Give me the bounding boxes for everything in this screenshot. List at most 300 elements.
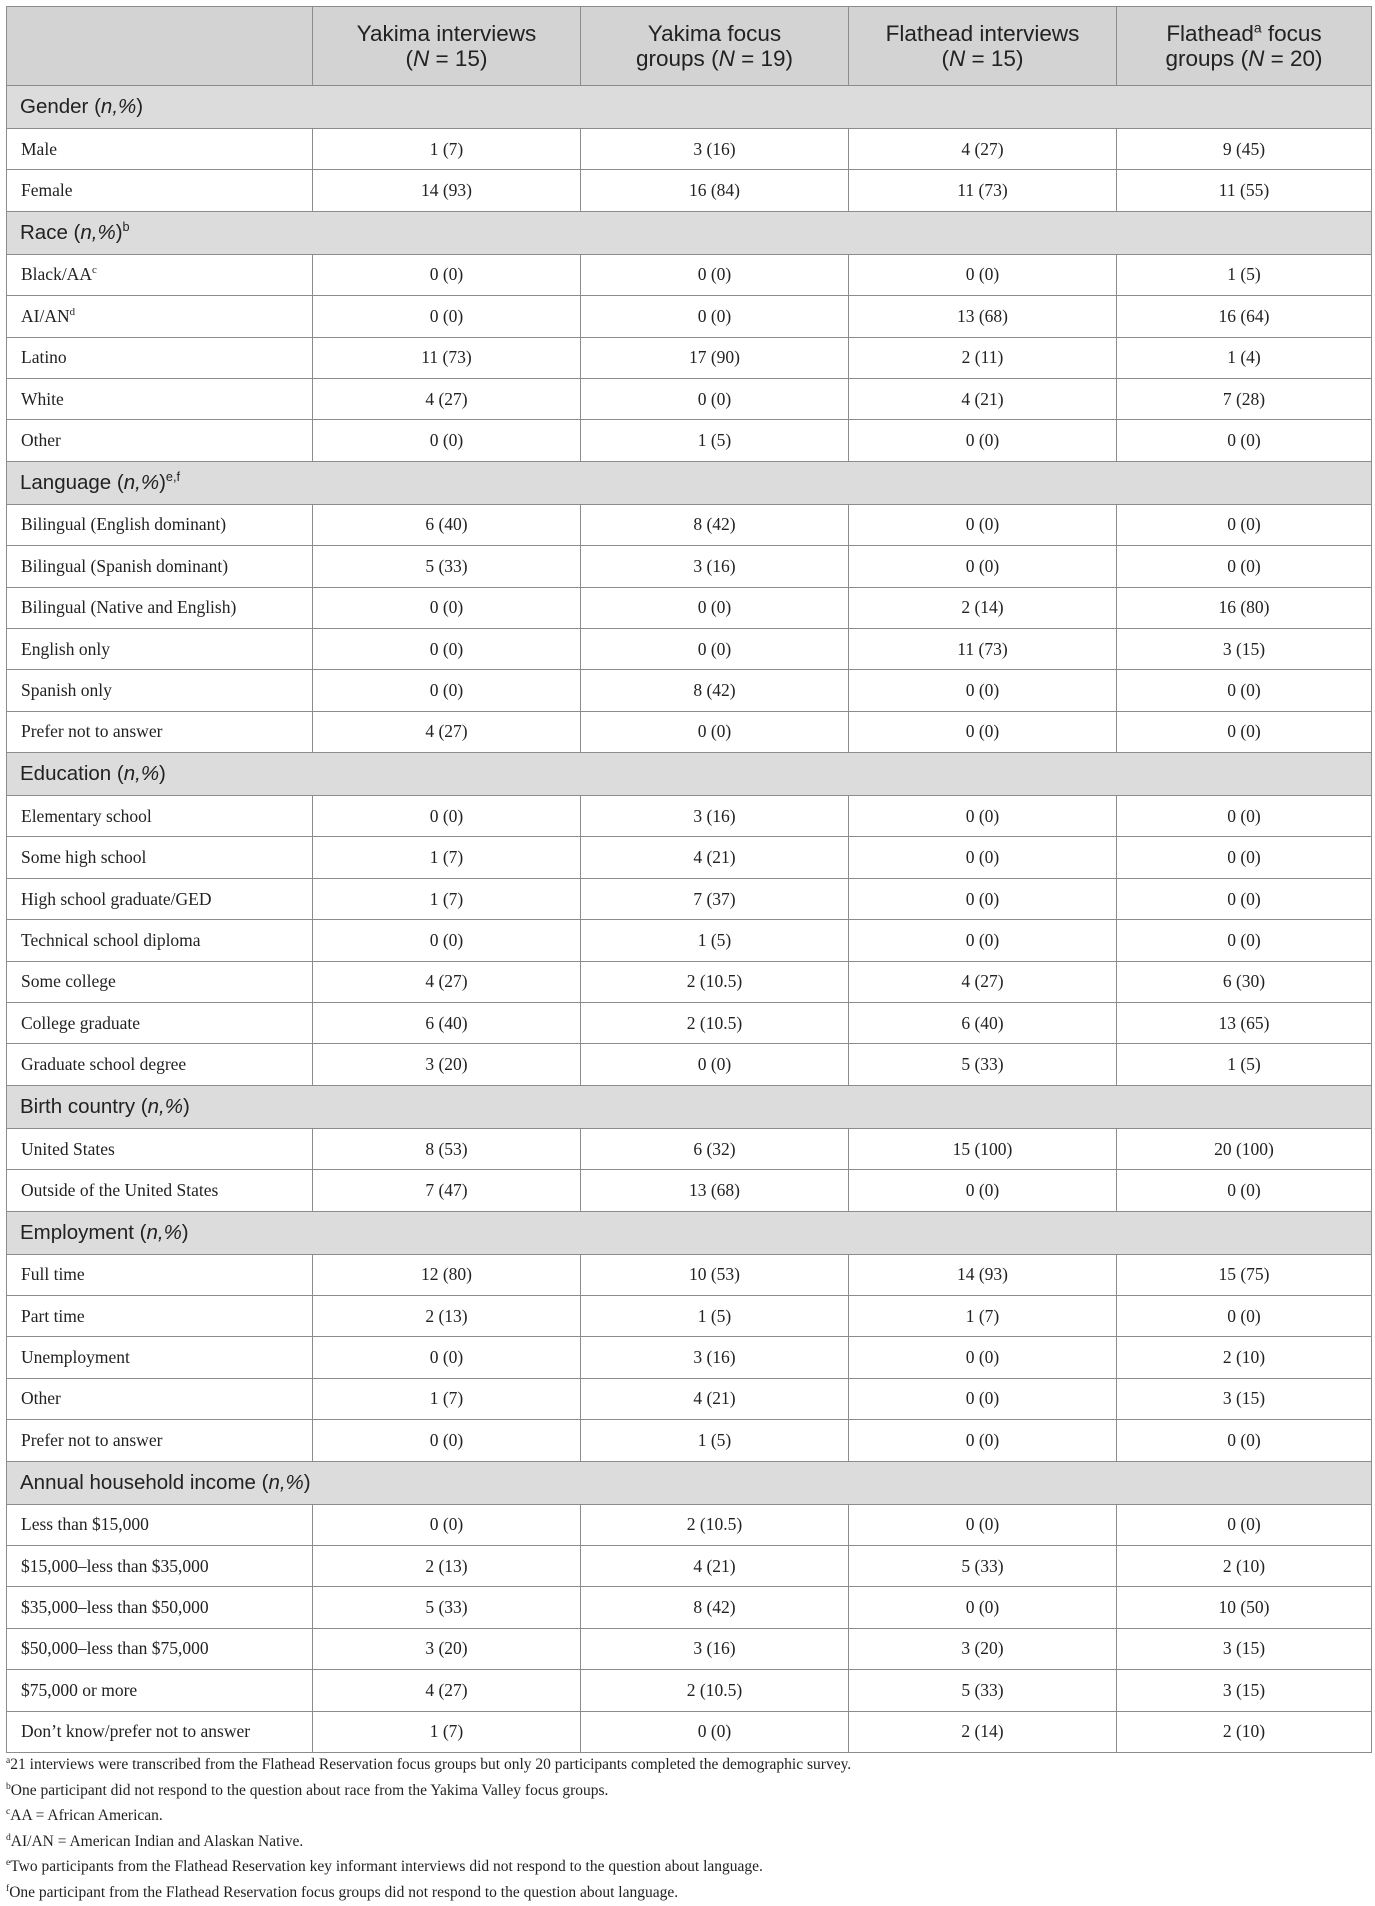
footnote-mark: a (6, 1754, 11, 1766)
table-row (7, 628, 1372, 669)
row-label: Unemployment (21, 1347, 130, 1368)
value-cell: 16 (80) (1117, 587, 1372, 628)
row-label: United States (21, 1138, 115, 1159)
row-label: Male (21, 138, 57, 159)
table-row (7, 1670, 1372, 1711)
value-cell: 16 (84) (581, 170, 849, 211)
table-header (7, 7, 1372, 86)
section-unit: n,% (268, 1470, 304, 1494)
value-cell: 0 (0) (849, 1170, 1117, 1211)
table-row (7, 1044, 1372, 1085)
value-cell: 5 (33) (849, 1670, 1117, 1711)
value-cell: 1 (7) (313, 1711, 581, 1752)
row-label-cell (7, 546, 313, 587)
value-cell: 3 (20) (313, 1628, 581, 1669)
header-n: N (949, 46, 966, 71)
header-line1: Yakima focus (647, 21, 782, 46)
value-cell: 4 (21) (581, 1378, 849, 1419)
row-label: Part time (21, 1305, 85, 1326)
footnote-text: AA = African American. (10, 1807, 163, 1825)
demographics-table (6, 6, 1372, 1753)
value-cell: 0 (0) (849, 546, 1117, 587)
header-line2-pre: ( (405, 46, 414, 71)
row-label-cell (7, 711, 313, 752)
value-cell: 0 (0) (849, 504, 1117, 545)
row-label: Female (21, 180, 73, 201)
value-cell: 4 (21) (849, 378, 1117, 419)
row-label: $75,000 or more (21, 1679, 138, 1700)
row-label: College graduate (21, 1012, 141, 1033)
value-cell: 0 (0) (581, 296, 849, 337)
value-cell: 2 (10.5) (581, 1003, 849, 1044)
value-cell: 0 (0) (1117, 796, 1372, 837)
value-cell: 4 (27) (313, 961, 581, 1002)
value-cell: 3 (20) (313, 1044, 581, 1085)
value-cell: 2 (10) (1117, 1711, 1372, 1752)
row-label: AI/AN (21, 305, 70, 326)
section-heading: Annual household income (n,%) (7, 1461, 1372, 1504)
section-name: Language (20, 470, 112, 494)
table-row (7, 1254, 1372, 1295)
value-cell: 0 (0) (313, 628, 581, 669)
row-label: Bilingual (English dominant) (21, 514, 227, 535)
value-cell: 2 (13) (313, 1545, 581, 1586)
value-cell: 1 (5) (581, 920, 849, 961)
value-cell: 0 (0) (1117, 1420, 1372, 1461)
row-label: English only (21, 638, 110, 659)
value-cell: 0 (0) (313, 296, 581, 337)
value-cell: 11 (73) (849, 628, 1117, 669)
value-cell: 0 (0) (581, 378, 849, 419)
value-cell: 15 (75) (1117, 1254, 1372, 1295)
value-cell: 7 (47) (313, 1170, 581, 1211)
value-cell: 6 (30) (1117, 961, 1372, 1002)
table-row (7, 878, 1372, 919)
row-label: Latino (21, 347, 67, 368)
row-label-cell (7, 420, 313, 461)
table-row (7, 920, 1372, 961)
value-cell: 0 (0) (313, 796, 581, 837)
value-cell: 2 (14) (849, 587, 1117, 628)
footnote-mark: e (6, 1857, 11, 1869)
value-cell: 0 (0) (581, 587, 849, 628)
row-label: Some high school (21, 847, 147, 868)
section-row (7, 86, 1372, 129)
value-cell: 3 (16) (581, 546, 849, 587)
value-cell: 1 (7) (313, 129, 581, 170)
value-cell: 4 (27) (313, 711, 581, 752)
table-row (7, 1003, 1372, 1044)
row-label: Don’t know/prefer not to answer (21, 1721, 251, 1742)
value-cell: 5 (33) (313, 1587, 581, 1628)
value-cell: 1 (7) (313, 837, 581, 878)
footnotes (6, 1752, 1366, 1906)
row-label-cell (7, 129, 313, 170)
section-name: Education (20, 762, 112, 786)
value-cell: 0 (0) (1117, 837, 1372, 878)
row-label-cell (7, 1628, 313, 1669)
row-label-cell (7, 961, 313, 1002)
value-cell: 13 (68) (581, 1170, 849, 1211)
row-label: White (21, 388, 64, 409)
table-row (7, 504, 1372, 545)
value-cell: 5 (33) (313, 546, 581, 587)
section-name: Race (20, 220, 68, 244)
table-row (7, 1628, 1372, 1669)
row-label-cell (7, 670, 313, 711)
value-cell: 0 (0) (313, 420, 581, 461)
footnote (6, 1854, 1366, 1880)
value-cell: 20 (100) (1117, 1128, 1372, 1169)
table-row (7, 1337, 1372, 1378)
value-cell: 0 (0) (849, 420, 1117, 461)
row-label: Prefer not to answer (21, 1429, 163, 1450)
table-row (7, 587, 1372, 628)
value-cell: 4 (27) (849, 129, 1117, 170)
row-label: $15,000–less than $35,000 (21, 1555, 209, 1576)
row-label-cell (7, 254, 313, 295)
row-label-cell (7, 504, 313, 545)
row-label-cell (7, 1003, 313, 1044)
value-cell: 14 (93) (313, 170, 581, 211)
row-label-cell (7, 1670, 313, 1711)
table-row (7, 420, 1372, 461)
header-line1: Flathead (1166, 21, 1254, 46)
value-cell: 8 (42) (581, 1587, 849, 1628)
table-row (7, 546, 1372, 587)
header-row (7, 7, 1372, 86)
value-cell: 2 (10) (1117, 1545, 1372, 1586)
value-cell: 4 (21) (581, 837, 849, 878)
value-cell: 11 (55) (1117, 170, 1372, 211)
row-label-cell (7, 1128, 313, 1169)
table-row (7, 129, 1372, 170)
value-cell: 0 (0) (849, 878, 1117, 919)
footnote-text: One participant did not respond to the question about race from the Yakima Valley focus groups. (10, 1781, 609, 1799)
value-cell: 0 (0) (849, 837, 1117, 878)
section-unit: n,% (100, 95, 137, 118)
value-cell: 3 (15) (1117, 1628, 1372, 1669)
row-label-cell (7, 1295, 313, 1336)
row-label: Black/AA (21, 264, 92, 285)
value-cell: 0 (0) (313, 254, 581, 295)
row-label: Outside of the United States (21, 1179, 219, 1200)
row-label: Prefer not to answer (21, 721, 163, 742)
value-cell: 0 (0) (849, 254, 1117, 295)
value-cell: 10 (50) (1117, 1587, 1372, 1628)
footnote-text: AI/AN = American Indian and Alaskan Native. (10, 1832, 304, 1850)
section-heading: Birth country (n,%) (7, 1085, 1372, 1128)
value-cell: 0 (0) (849, 1378, 1117, 1419)
row-label: Bilingual (Native and English) (21, 597, 237, 618)
row-label: Other (21, 430, 61, 451)
value-cell: 14 (93) (849, 1254, 1117, 1295)
section-heading: Language $(n,\%)^{e,f}$ (7, 461, 1372, 504)
value-cell: 9 (45) (1117, 129, 1372, 170)
section-heading: Gender (n,%) (7, 86, 1372, 129)
value-cell: 1 (5) (581, 1420, 849, 1461)
row-label: Some college (21, 971, 116, 992)
value-cell: 5 (33) (849, 1044, 1117, 1085)
value-cell: 0 (0) (581, 1711, 849, 1752)
value-cell: 3 (16) (581, 129, 849, 170)
value-cell: 3 (20) (849, 1628, 1117, 1669)
value-cell: 16 (64) (1117, 296, 1372, 337)
value-cell: 7 (37) (581, 878, 849, 919)
value-cell: 0 (0) (1117, 546, 1372, 587)
value-cell: 0 (0) (313, 920, 581, 961)
header-footnote-mark: a (1253, 19, 1262, 36)
value-cell: 4 (27) (849, 961, 1117, 1002)
value-cell: 11 (73) (849, 170, 1117, 211)
row-label-cell (7, 1504, 313, 1545)
footnote (6, 1803, 1366, 1829)
value-cell: 0 (0) (313, 1504, 581, 1545)
header-flathead-interviews (849, 7, 1117, 86)
value-cell: 6 (40) (313, 504, 581, 545)
row-label: High school graduate/GED (21, 888, 212, 909)
value-cell: 2 (10) (1117, 1337, 1372, 1378)
footnote (6, 1778, 1366, 1804)
value-cell: 1 (5) (581, 1295, 849, 1336)
header-n: N (1248, 46, 1265, 71)
value-cell: 11 (73) (313, 337, 581, 378)
value-cell: 2 (10.5) (581, 1504, 849, 1545)
row-label-cell (7, 920, 313, 961)
value-cell: 8 (53) (313, 1128, 581, 1169)
row-label-cell (7, 1378, 313, 1419)
value-cell: 0 (0) (1117, 1295, 1372, 1336)
value-cell: 0 (0) (581, 1044, 849, 1085)
footnote-text: One participant from the Flathead Reservation focus groups did not respond to the question about language. (9, 1883, 679, 1901)
value-cell: 15 (100) (849, 1128, 1117, 1169)
header-line2-post: = 15) (965, 46, 1024, 71)
section-heading: Education (n,%) (7, 753, 1372, 796)
row-label-cell (7, 1044, 313, 1085)
row-label-cell (7, 170, 313, 211)
header-line2-pre: groups ( (636, 46, 719, 71)
value-cell: 5 (33) (849, 1545, 1117, 1586)
row-label: Elementary school (21, 805, 152, 826)
value-cell: 0 (0) (1117, 1504, 1372, 1545)
value-cell: 3 (15) (1117, 1378, 1372, 1419)
table-row (7, 711, 1372, 752)
value-cell: 0 (0) (581, 628, 849, 669)
value-cell: 10 (53) (581, 1254, 849, 1295)
section-unit: n,% (80, 220, 116, 244)
table-row (7, 1711, 1372, 1752)
value-cell: 2 (11) (849, 337, 1117, 378)
value-cell: 3 (15) (1117, 1670, 1372, 1711)
value-cell: 13 (68) (849, 296, 1117, 337)
row-label: $50,000–less than $75,000 (21, 1638, 209, 1659)
row-label-cell (7, 1337, 313, 1378)
value-cell: 3 (16) (581, 1337, 849, 1378)
value-cell: 8 (42) (581, 504, 849, 545)
value-cell: 0 (0) (849, 670, 1117, 711)
header-line2-pre: groups ( (1165, 46, 1249, 71)
row-label-cell (7, 1711, 313, 1752)
table-row (7, 961, 1372, 1002)
row-label-cell (7, 796, 313, 837)
section-name: Gender (20, 95, 89, 118)
value-cell: 0 (0) (1117, 504, 1372, 545)
header-n: N (413, 46, 430, 71)
value-cell: 17 (90) (581, 337, 849, 378)
table-row (7, 1128, 1372, 1169)
row-label-cell (7, 378, 313, 419)
header-line1: Flathead interviews (885, 21, 1080, 46)
value-cell: 0 (0) (313, 1420, 581, 1461)
table-row (7, 1420, 1372, 1461)
value-cell: 2 (14) (849, 1711, 1117, 1752)
section-row (7, 753, 1372, 796)
value-cell: 0 (0) (849, 920, 1117, 961)
row-label-cell (7, 1170, 313, 1211)
row-label-cell (7, 878, 313, 919)
value-cell: 7 (28) (1117, 378, 1372, 419)
value-cell: 0 (0) (849, 1504, 1117, 1545)
value-cell: 4 (27) (313, 1670, 581, 1711)
row-label: $35,000–less than $50,000 (21, 1597, 209, 1618)
section-row (7, 211, 1372, 254)
row-label-cell (7, 1545, 313, 1586)
value-cell: 6 (40) (313, 1003, 581, 1044)
footnote-mark: c (6, 1806, 11, 1818)
header-line1: Yakima interviews (356, 21, 537, 46)
section-row (7, 1211, 1372, 1254)
footnote-text: 21 interviews were transcribed from the Flathead Reservation focus groups but only 20 participants completed the demographic survey. (10, 1756, 852, 1773)
row-label: Technical school diploma (21, 929, 201, 950)
value-cell: 4 (27) (313, 378, 581, 419)
row-label: Less than $15,000 (21, 1514, 149, 1535)
row-label-cell (7, 587, 313, 628)
value-cell: 3 (15) (1117, 628, 1372, 669)
header-line2-post: = 19) (734, 46, 793, 71)
value-cell: 0 (0) (581, 711, 849, 752)
footnote (6, 1829, 1366, 1855)
row-label-cell (7, 1254, 313, 1295)
table-row (7, 1170, 1372, 1211)
section-unit: n,% (123, 470, 160, 494)
value-cell: 0 (0) (849, 711, 1117, 752)
value-cell: 3 (16) (581, 796, 849, 837)
value-cell: 0 (0) (849, 1587, 1117, 1628)
header-yakima-focus-groups (581, 7, 849, 86)
table-row (7, 1295, 1372, 1336)
row-footnote-mark: d (69, 306, 76, 319)
value-cell: 2 (10.5) (581, 1670, 849, 1711)
section-name: Annual household income (20, 1470, 256, 1494)
value-cell: 0 (0) (1117, 420, 1372, 461)
footnote-mark: b (6, 1780, 11, 1792)
value-cell: 6 (40) (849, 1003, 1117, 1044)
value-cell: 0 (0) (849, 1420, 1117, 1461)
header-n: N (718, 46, 735, 71)
value-cell: 1 (7) (313, 1378, 581, 1419)
section-name: Birth country (20, 1094, 136, 1118)
section-row (7, 1461, 1372, 1504)
footnote-text: Two participants from the Flathead Reservation key informant interviews did not respond to the question about language. (10, 1858, 763, 1876)
row-label-cell (7, 296, 313, 337)
header-line1-suffix: focus (1261, 21, 1322, 46)
row-label: Full time (21, 1264, 85, 1285)
section-footnote-mark: b (122, 218, 130, 234)
section-unit: n,% (147, 1094, 183, 1118)
value-cell: 8 (42) (581, 670, 849, 711)
row-label: Bilingual (Spanish dominant) (21, 555, 229, 576)
value-cell: 0 (0) (849, 796, 1117, 837)
value-cell: 0 (0) (1117, 920, 1372, 961)
value-cell: 0 (0) (1117, 878, 1372, 919)
table-body (7, 86, 1372, 1753)
table-row (7, 170, 1372, 211)
value-cell: 1 (5) (1117, 254, 1372, 295)
value-cell: 1 (7) (313, 878, 581, 919)
footnote-mark: d (6, 1831, 11, 1843)
table-row (7, 1378, 1372, 1419)
row-label: Spanish only (21, 679, 112, 700)
table-row (7, 1504, 1372, 1545)
section-footnote-mark: e,f (165, 468, 181, 484)
row-label-cell (7, 837, 313, 878)
value-cell: 2 (13) (313, 1295, 581, 1336)
value-cell: 2 (10.5) (581, 961, 849, 1002)
row-label: Other (21, 1388, 61, 1409)
table-row (7, 796, 1372, 837)
value-cell: 0 (0) (313, 670, 581, 711)
table-row (7, 1545, 1372, 1586)
header-cell-empty (7, 7, 313, 86)
value-cell: 3 (16) (581, 1628, 849, 1669)
section-unit: n,% (123, 762, 160, 786)
row-label-cell (7, 628, 313, 669)
row-label-cell (7, 337, 313, 378)
footnote (6, 1880, 1366, 1906)
row-label-cell (7, 1587, 313, 1628)
value-cell: 13 (65) (1117, 1003, 1372, 1044)
value-cell: 4 (21) (581, 1545, 849, 1586)
section-heading: Employment (n,%) (7, 1211, 1372, 1254)
header-line2-post: = 20) (1264, 46, 1323, 71)
section-name: Employment (20, 1220, 134, 1244)
value-cell: 0 (0) (1117, 1170, 1372, 1211)
table-row (7, 254, 1372, 295)
header-line2-pre: ( (941, 46, 950, 71)
section-unit: n,% (146, 1220, 182, 1244)
value-cell: 6 (32) (581, 1128, 849, 1169)
table-row (7, 337, 1372, 378)
header-flathead-focus-groups (1117, 7, 1372, 86)
table-row (7, 296, 1372, 337)
table-row (7, 670, 1372, 711)
footnote-mark: f (6, 1882, 10, 1894)
section-heading: Race $(n,\%)^b$ (7, 211, 1372, 254)
table-row (7, 837, 1372, 878)
value-cell: 1 (7) (849, 1295, 1117, 1336)
row-label: Graduate school degree (21, 1054, 187, 1075)
value-cell: 0 (0) (313, 1337, 581, 1378)
header-yakima-interviews (313, 7, 581, 86)
value-cell: 0 (0) (313, 587, 581, 628)
table-row (7, 1587, 1372, 1628)
header-line2-post: = 15) (429, 46, 488, 71)
row-label-cell (7, 1420, 313, 1461)
value-cell: 12 (80) (313, 1254, 581, 1295)
section-row (7, 1085, 1372, 1128)
section-row (7, 461, 1372, 504)
footnote (6, 1752, 1366, 1778)
